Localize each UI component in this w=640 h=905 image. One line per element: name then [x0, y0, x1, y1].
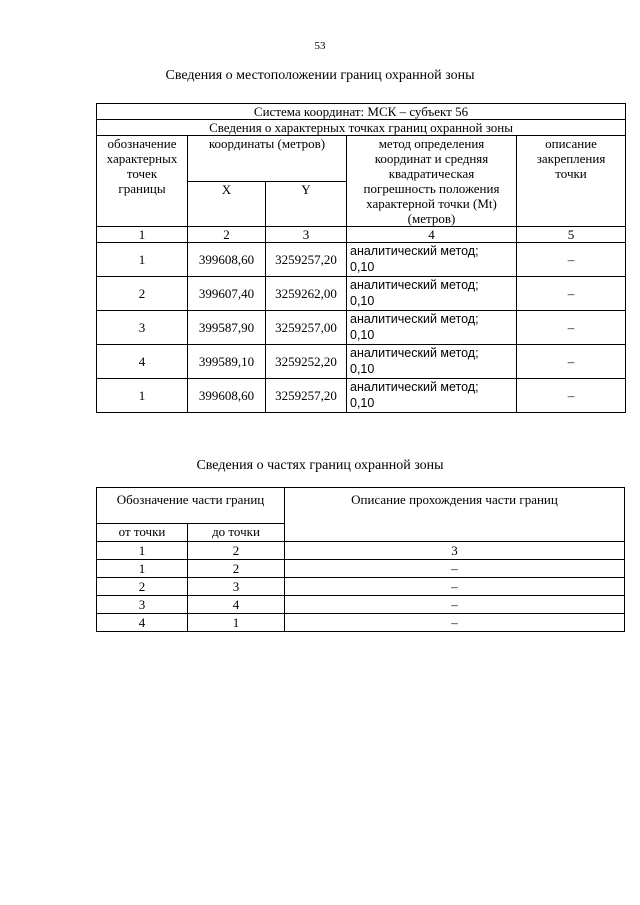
fixing-description: –	[517, 311, 626, 345]
column-number: 3	[285, 542, 625, 560]
x-value: 399608,60	[188, 243, 266, 277]
fixing-description-header: описание закрепления точки	[517, 136, 626, 227]
table-row	[97, 379, 626, 413]
points-header: Сведения о характерных точках границ охранной зоны	[97, 120, 626, 136]
point-id: 2	[97, 277, 188, 311]
page-number: 53	[314, 40, 326, 52]
method-cell: аналитический метод; 0,10	[347, 345, 517, 379]
table-row	[97, 560, 625, 578]
column-number: 4	[347, 227, 517, 243]
point-id: 4	[97, 345, 188, 379]
from-point: 4	[97, 614, 188, 632]
table-row	[97, 614, 625, 632]
table-row	[97, 596, 625, 614]
part-designation-header: Обозначение части границ	[97, 488, 285, 524]
to-point-header: до точки	[188, 524, 285, 542]
fixing-description: –	[517, 379, 626, 413]
column-number: 5	[517, 227, 626, 243]
to-point: 2	[188, 560, 285, 578]
boundary-points-table	[96, 103, 626, 413]
y-value: 3259252,20	[266, 345, 347, 379]
method-cell: аналитический метод; 0,10	[347, 311, 517, 345]
to-point: 4	[188, 596, 285, 614]
point-id: 1	[97, 243, 188, 277]
y-value: 3259257,00	[266, 311, 347, 345]
y-value: 3259262,00	[266, 277, 347, 311]
coord-system-header: Система координат: МСК – субъект 56	[97, 104, 626, 120]
part-description: –	[285, 596, 625, 614]
to-point: 3	[188, 578, 285, 596]
to-point: 1	[188, 614, 285, 632]
part-description-header: Описание прохождения части границ	[285, 488, 625, 542]
y-value: 3259257,20	[266, 379, 347, 413]
fixing-description: –	[517, 243, 626, 277]
table-row	[97, 578, 625, 596]
from-point-header: от точки	[97, 524, 188, 542]
column-number: 2	[188, 227, 266, 243]
coordinates-header: координаты (метров)	[188, 136, 347, 182]
column-number: 3	[266, 227, 347, 243]
table-row	[97, 311, 626, 345]
y-value: 3259257,20	[266, 243, 347, 277]
table-row	[97, 243, 626, 277]
table-row	[97, 345, 626, 379]
point-designation-header: обозначение характерных точек границы	[97, 136, 188, 227]
from-point: 2	[97, 578, 188, 596]
x-value: 399589,10	[188, 345, 266, 379]
method-cell: аналитический метод; 0,10	[347, 277, 517, 311]
part-description: –	[285, 578, 625, 596]
column-number: 2	[188, 542, 285, 560]
section-title-boundaries: Сведения о местоположении границ охранной зоны	[165, 68, 475, 83]
x-header: X	[188, 181, 266, 227]
column-number: 1	[97, 542, 188, 560]
fixing-description: –	[517, 345, 626, 379]
part-description: –	[285, 614, 625, 632]
x-value: 399608,60	[188, 379, 266, 413]
method-cell: аналитический метод; 0,10	[347, 379, 517, 413]
y-header: Y	[266, 181, 347, 227]
boundary-parts-table	[96, 487, 625, 632]
fixing-description: –	[517, 277, 626, 311]
method-cell: аналитический метод; 0,10	[347, 243, 517, 277]
section-title-parts: Сведения о частях границ охранной зоны	[196, 458, 444, 473]
point-id: 3	[97, 311, 188, 345]
part-description: –	[285, 560, 625, 578]
column-number: 1	[97, 227, 188, 243]
point-id: 1	[97, 379, 188, 413]
table-row	[97, 277, 626, 311]
x-value: 399587,90	[188, 311, 266, 345]
from-point: 1	[97, 560, 188, 578]
x-value: 399607,40	[188, 277, 266, 311]
from-point: 3	[97, 596, 188, 614]
method-header: метод определения координат и средняя квадратическая погрешность положения характерной точки (Mt) (метров)	[347, 136, 517, 227]
